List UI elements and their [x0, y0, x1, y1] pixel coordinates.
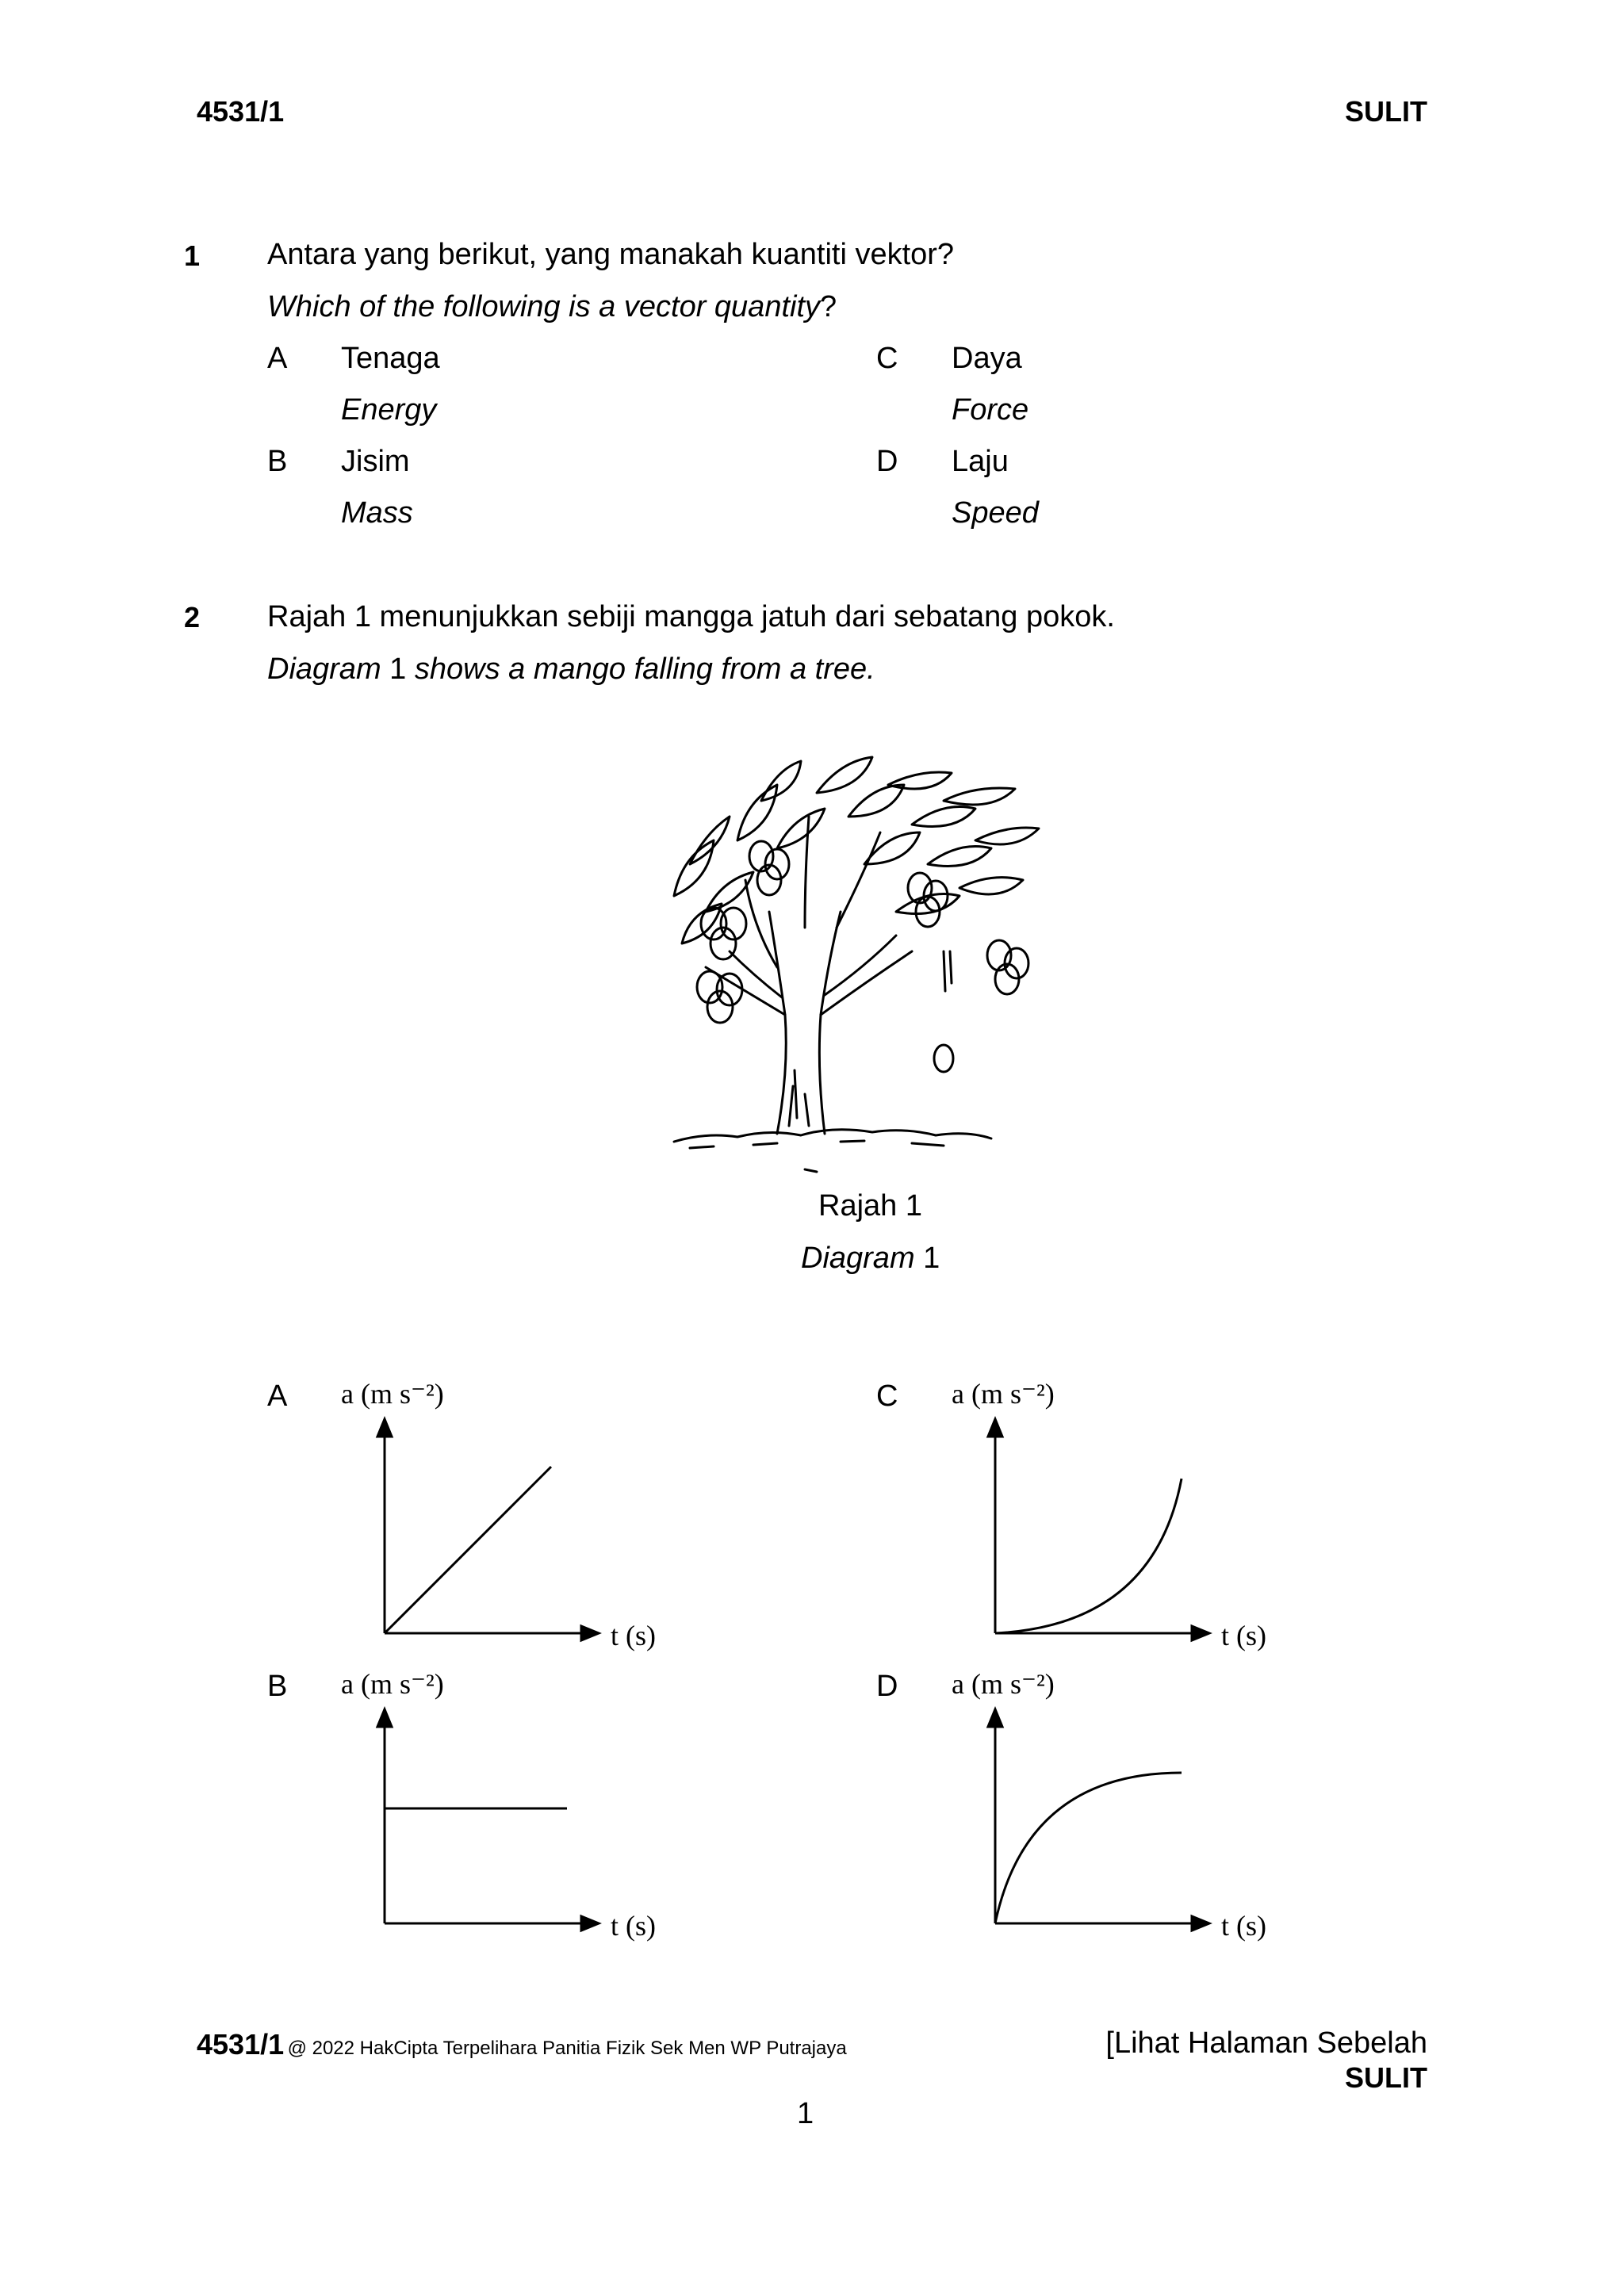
classification-label: SULIT: [1345, 95, 1427, 128]
q2-option-b-xlabel: t (s): [611, 1910, 656, 1942]
footer-copyright: @ 2022 HakCipta Terpelihara Panitia Fizik Sek Men WP Putrajaya: [287, 2038, 847, 2059]
q2-option-d-xlabel: t (s): [1221, 1910, 1266, 1942]
mango-tree-illustration: [658, 753, 1094, 1181]
q1-option-b-ms: Jisim: [341, 445, 410, 478]
q1-option-b-en: Mass: [341, 496, 413, 530]
q1-option-d-letter: D: [876, 445, 898, 478]
q1-option-a-en: Energy: [341, 393, 437, 427]
q2-option-a-ylabel: a (m s⁻²): [341, 1378, 444, 1410]
q1-option-c-en: Force: [952, 393, 1029, 427]
q1-option-d-ms: Laju: [952, 445, 1009, 478]
page-number: 1: [797, 2097, 814, 2130]
y-axis-arrowhead: [988, 1709, 1002, 1727]
q1-option-d-en: Speed: [952, 496, 1039, 530]
diagram-caption-en: Diagram 1: [801, 1242, 940, 1275]
q2-option-c-xlabel: t (s): [1221, 1620, 1266, 1651]
q2-option-c-curve: [995, 1479, 1182, 1633]
q2-option-a-curve: [385, 1467, 551, 1633]
q2-option-b-letter: B: [267, 1670, 288, 1703]
q2-option-d-letter: D: [876, 1670, 898, 1703]
footer-paper-code: 4531/1: [197, 2028, 285, 2061]
x-axis-arrowhead: [581, 1626, 599, 1640]
q2-option-d-curve: [995, 1773, 1182, 1923]
q1-option-a-ms: Tenaga: [341, 342, 440, 375]
q2-option-c-letter: C: [876, 1380, 898, 1413]
q1-option-b-letter: B: [267, 445, 288, 478]
question-1-stem-ms: Antara yang berikut, yang manakah kuantiti vektor?: [267, 238, 955, 271]
q2-option-d-ylabel: a (m s⁻²): [952, 1668, 1055, 1700]
q1-option-c-ms: Daya: [952, 342, 1022, 375]
question-1-number: 1: [184, 239, 201, 272]
y-axis-arrowhead: [377, 1709, 392, 1727]
q2-option-b-ylabel: a (m s⁻²): [341, 1668, 444, 1700]
q2-option-a-graph: [337, 1372, 686, 1665]
y-axis-arrowhead: [988, 1419, 1002, 1437]
question-1-stem-en: Which of the following is a vector quantity?: [267, 290, 837, 323]
y-axis-arrowhead: [377, 1419, 392, 1437]
question-2-stem-ms: Rajah 1 menunjukkan sebiji mangga jatuh dari sebatang pokok.: [267, 600, 1115, 633]
diagram-caption-ms: Rajah 1: [818, 1189, 922, 1223]
q1-option-c-letter: C: [876, 342, 898, 375]
x-axis-arrowhead: [1192, 1626, 1209, 1640]
q1-option-a-letter: A: [267, 342, 288, 375]
x-axis-arrowhead: [1192, 1916, 1209, 1931]
q2-option-c-graph: [948, 1372, 1297, 1665]
x-axis-arrowhead: [581, 1916, 599, 1931]
q2-option-d-graph: [948, 1662, 1297, 1955]
q2-option-c-ylabel: a (m s⁻²): [952, 1378, 1055, 1410]
paper-code: 4531/1: [197, 95, 285, 128]
q2-option-a-xlabel: t (s): [611, 1620, 656, 1651]
footer-classification: SULIT: [1345, 2061, 1427, 2094]
footer-next-page: [Lihat Halaman Sebelah: [1105, 2026, 1427, 2060]
footer-left: [197, 2028, 847, 2061]
question-2-number: 2: [184, 601, 201, 633]
q2-option-a-letter: A: [267, 1380, 288, 1413]
question-2-stem-en: Diagram 1 shows a mango falling from a tree.: [267, 652, 875, 686]
q2-option-b-graph: [337, 1662, 686, 1955]
